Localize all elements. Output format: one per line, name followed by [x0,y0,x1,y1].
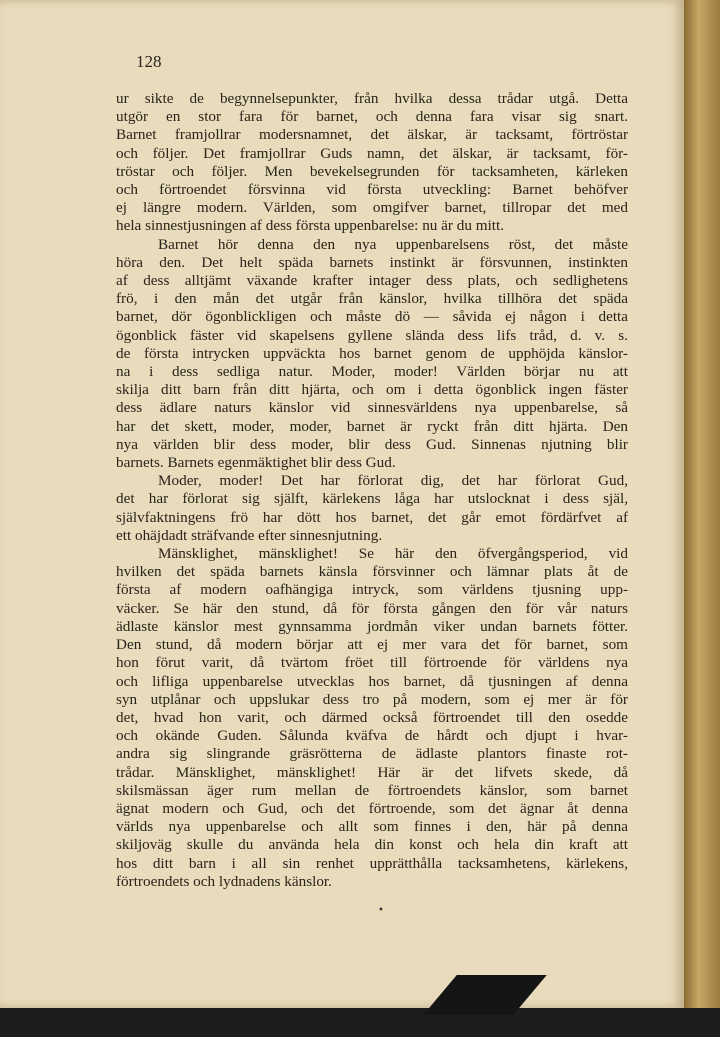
text-line: af dess alltjämt växande krafter intager dess plats, och sedlighetens [116,272,628,290]
text-line: ej längre modern. Världen, som omgifver barnet, tillropar det med [116,199,628,217]
text-line: barnets. Barnets egenmäktighet blir dess Gud. [116,454,396,472]
text-line: frö, i den mån det utgår från känslor, hvilka tillhöra det späda [116,290,628,308]
text-line: ur sikte de begynnelsepunkter, från hvilka dessa trådar utgå. Detta [116,90,628,107]
text-line: Mänsklighet, mänsklighet! Se här den öfvergångsperiod, vid [158,545,628,563]
text-line: och följer. Det framjollrar Guds namn, det älskar, är tacksamt, för- [116,144,628,162]
text-line: hela sinnestjusningen af dess första uppenbarelse: nu är du mitt. [116,217,505,235]
text-line: syn utplånar och uppslukar dess tro på modern, som ej mer är för [116,690,628,708]
text-line: skiljoväg skulle du använda hela din konst och hela din kraft att [116,836,628,854]
text-line: väcker. Se här den stund, då för första gången den för vår naturs [116,599,628,617]
text-line: Barnet framjollrar modersnamnet, det älskar, är tacksamt, förtröstar [116,126,628,144]
text-line: skilsmässan äger rum mellan de förtroendets känslor, som barnet [116,781,628,799]
text-line: barnet, dör ögonblickligen och måste dö — såvida ej någon i detta [116,308,628,326]
text-line: tröstar och följer. Men bevekelsegrunden för tacksamheten, kärleken [116,162,628,180]
text-line: hos ditt barn i all sin renhet upprätthålla tacksamhetens, kärlekens, [116,854,628,872]
scan-bottom-edge [0,1008,720,1037]
text-line: självfaktningens frö har dött hos barnet, det går emot fördärfvet af [116,508,628,526]
text-line: skilja ditt barn från ditt hjärta, och om i detta ögonblick ingen fäster [116,381,628,399]
page-number: 128 [136,52,162,71]
text-line: det, hvad hon varit, och därmed också förtroendet till den osedde [116,708,628,726]
text-line: och okände Guden. Sålunda kväfva de hårdt och djupt i hvar- [116,727,628,745]
text-line: Barnet hör denna den nya uppenbarelsens röst, det måste [158,235,628,253]
text-line: höra den. Det helt späda barnets instinkt är försvunnen, instinkten [116,253,628,271]
text-line: ögonblick fäster vid skapelsens gyllene slända dess lifs tråd, d. v. s. [116,326,628,344]
text-line: ett ohäjdadt sträfvande efter sinnesnjutning. [116,526,383,544]
text-line: första af modern oafhängiga intryck, som världens tjusning upp- [116,581,628,599]
text-line: na i dess sedliga natur. Moder, moder! Världen börjar nu att [116,363,628,381]
text-line: ädlaste känslor mest gynnsamma jordmån viker undan barnets fötter. [116,617,628,635]
text-line: hvilken det späda barnets känsla försvinner och lämnar plats åt de [116,563,628,581]
text-line: ägnat modern och Gud, och det förtroende, som det ägnar åt denna [116,799,628,817]
book-spine [684,0,720,1037]
text-line: hon förut varit, då tvärtom fröet till förtroende för världens nya [116,654,628,672]
ink-mark: • [378,905,384,916]
text-line: det har förlorat sig själft, kärlekens låga har utslocknat i dess själ, [116,490,628,508]
text-line: förtroendets och lydnadens känslor. [116,872,332,890]
text-line: nya världen blir dess moder, blir dess Gud. Sinnenas njutning blir [116,435,628,453]
text-line: dess ädlare naturs känslor vid sinnesvärldens nya uppenbarelse, så [116,399,628,417]
text-line: Den stund, då modern börjar att ej mer vara det för barnet, som [116,636,628,654]
text-line: trådar. Mänsklighet, mänsklighet! Här är det lifvets skede, då [116,763,628,781]
text-line: världs nya uppenbarelse och allt som finnes i den, här på denna [116,818,628,836]
body-text [116,90,628,891]
text-line: och lifliga uppenbarelse utvecklas hos barnet, då tjusningen af denna [116,672,628,690]
text-line: Moder, moder! Det har förlorat dig, det har förlorat Gud, [158,472,628,490]
text-line: har det skett, moder, moder, barnet är ryckt från ditt hjärta. Den [116,417,628,435]
text-line: utgör en stor fara för barnet, och denna fara visar sig snart. [116,108,628,126]
text-line: de första intrycken uppväckta hos barnet genom de upphöjda känslor- [116,344,628,362]
text-line: och förtroendet försvinna vid första utveckling: Barnet behöfver [116,181,628,199]
text-line: andra sig slingrande gräsrötterna de ädlaste plantors finaste rot- [116,745,628,763]
